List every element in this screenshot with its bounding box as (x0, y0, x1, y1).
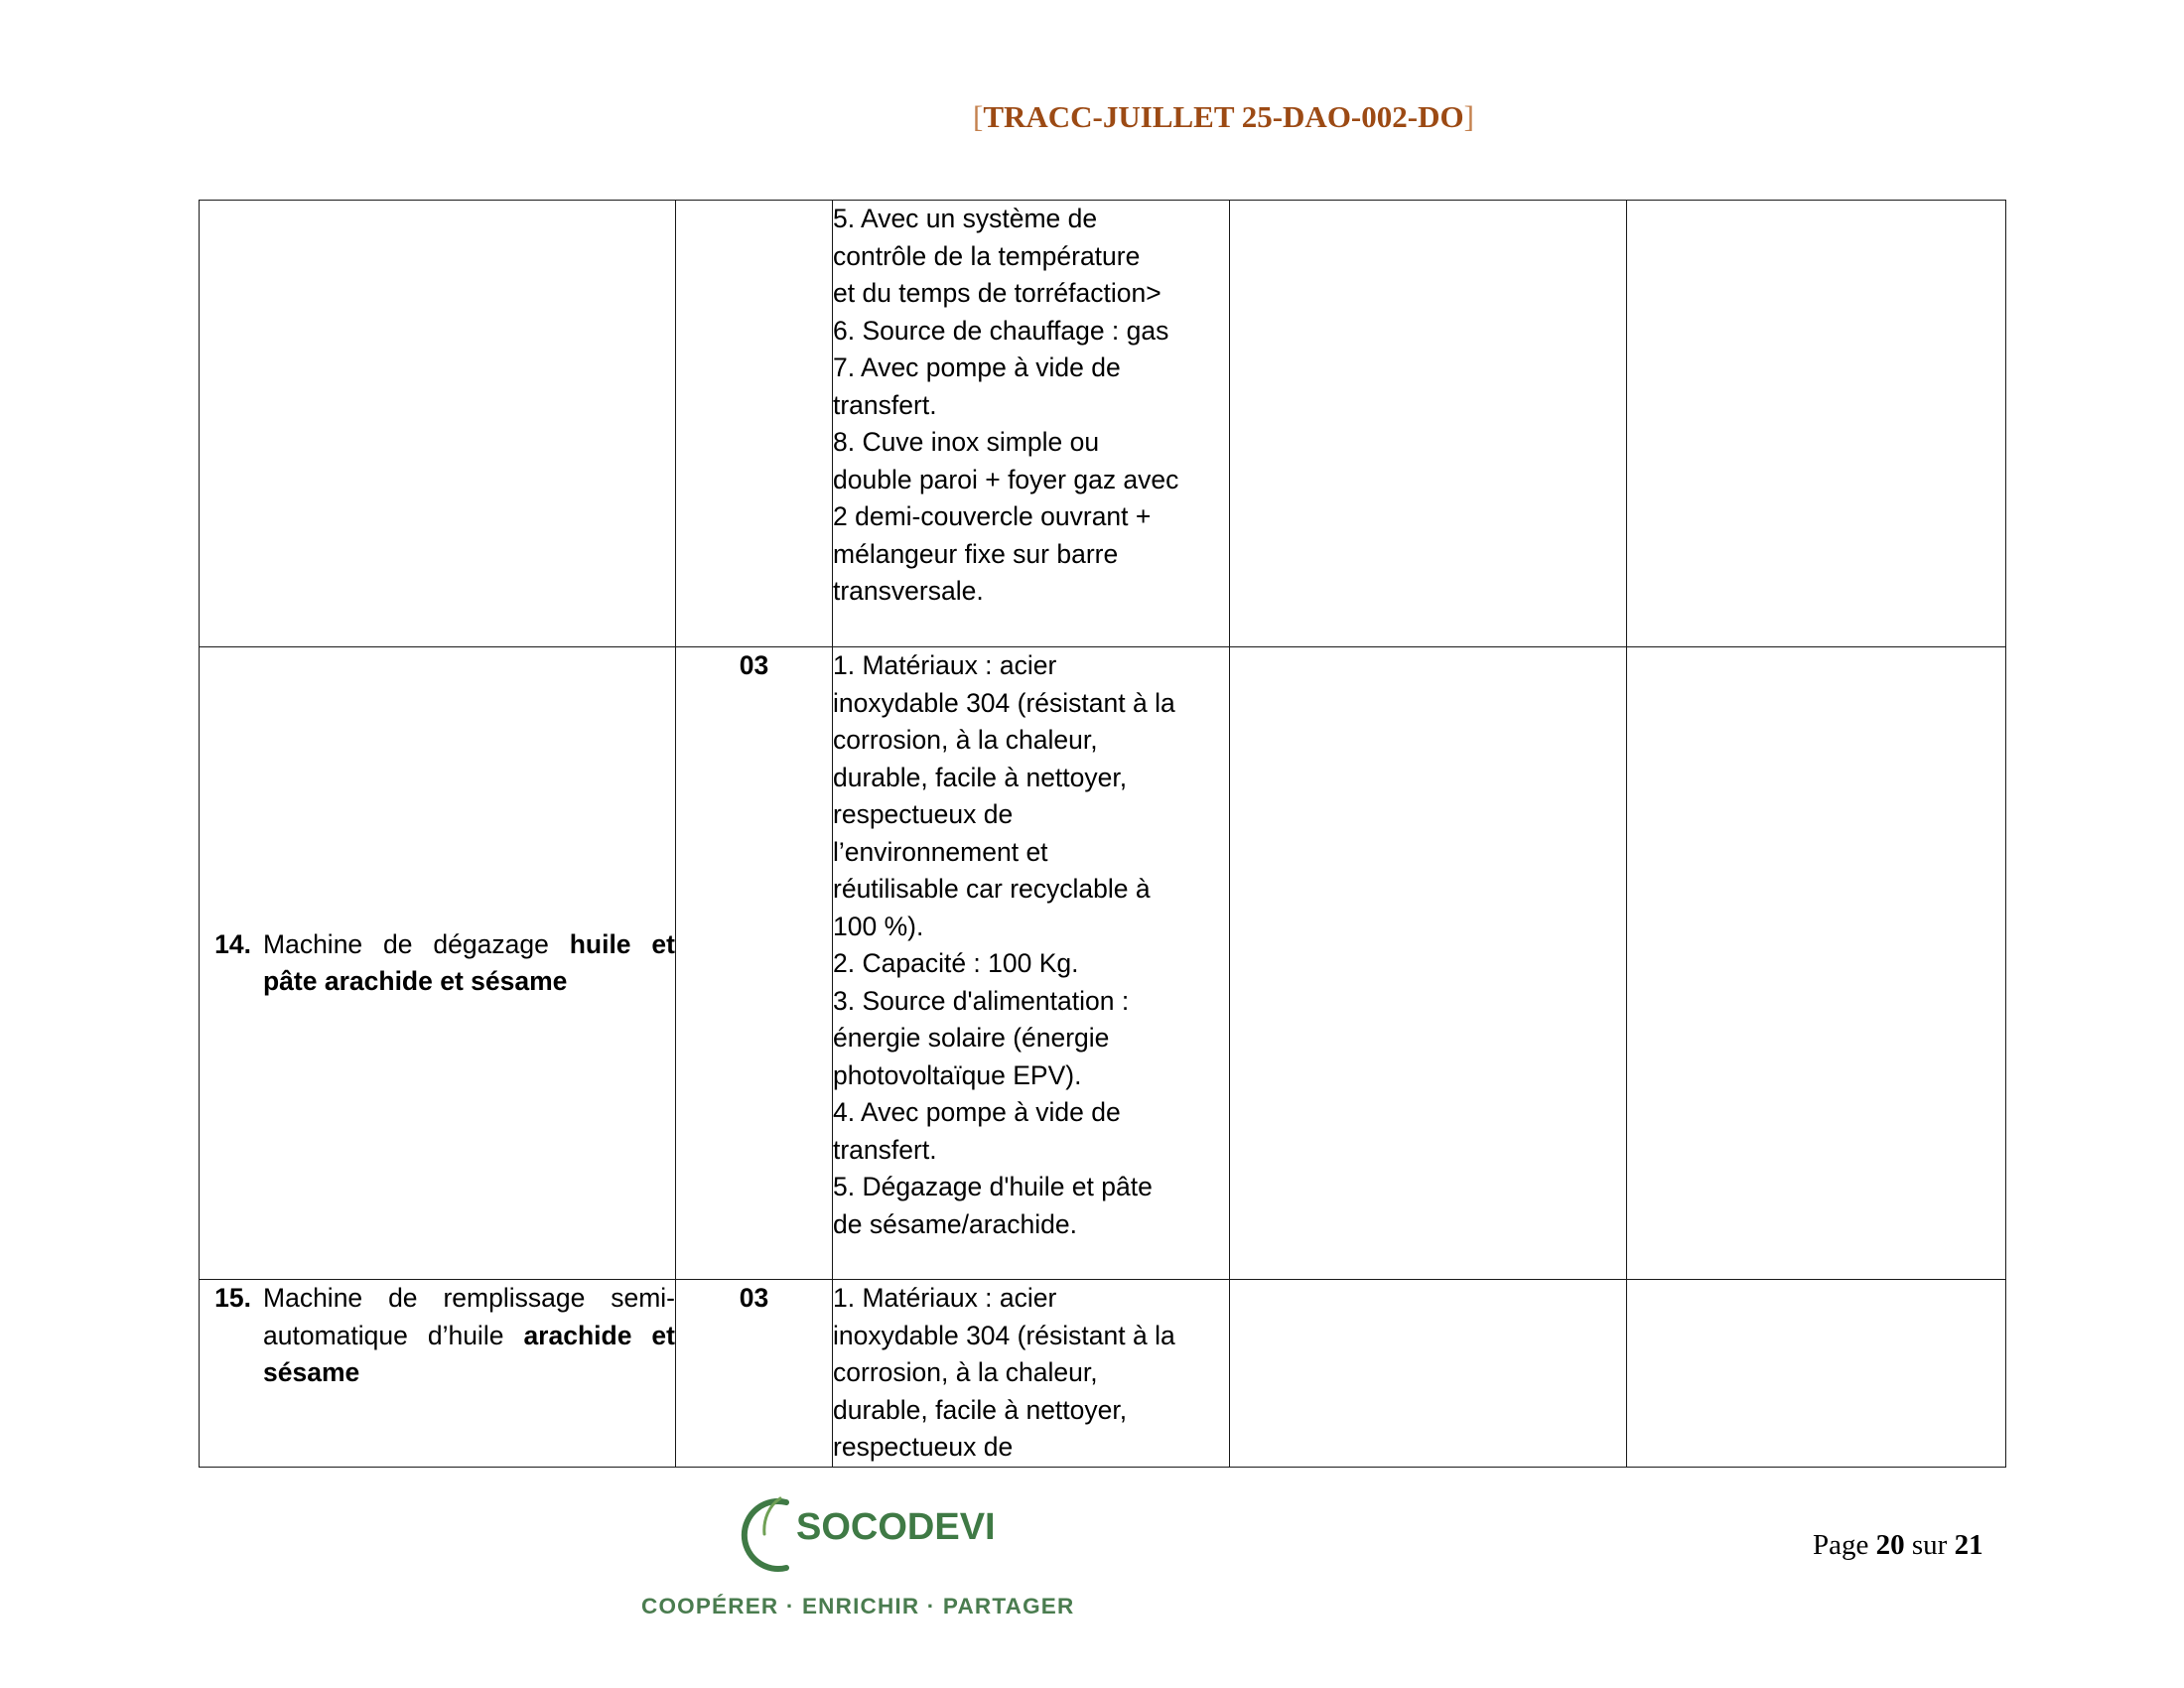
bracket-close: ] (1463, 99, 1474, 134)
spec-line: corrosion, à la chaleur, (833, 725, 1098, 755)
spec-line: double paroi + foyer gaz avec (833, 464, 1179, 494)
item-name-cell (200, 201, 676, 647)
spec-line: 7. Avec pompe à vide de (833, 352, 1121, 382)
spec-line: l’environnement et (833, 836, 1048, 867)
spec-line: réutilisable car recyclable à (833, 874, 1151, 904)
spec-line: 5. Avec un système de (833, 204, 1098, 233)
logo-text: SOCODEVI (796, 1506, 996, 1548)
spec-line: 8. Cuve inox simple ou (833, 427, 1100, 457)
table-row (200, 647, 2006, 1280)
spec-line: transversale. (833, 576, 984, 606)
spec-line: et du temps de torréfaction> (833, 278, 1161, 308)
spec-line: énergie solaire (énergie (833, 1023, 1110, 1053)
item-name (263, 926, 675, 1001)
spec-line: corrosion, à la chaleur, (833, 1357, 1098, 1387)
specification-cell (833, 201, 1230, 647)
table-row (200, 1280, 2006, 1468)
item-name-cell (200, 1280, 676, 1468)
empty-cell (1627, 201, 2006, 647)
empty-cell (1230, 201, 1627, 647)
spec-line: respectueux de (833, 799, 1014, 829)
spec-line: transfert. (833, 1134, 937, 1165)
spec-line: 1. Matériaux : acier (833, 1283, 1057, 1313)
specification-cell (833, 1280, 1230, 1468)
spec-line: contrôle de la température (833, 240, 1141, 271)
item-name-plain: Machine de dégazage (263, 928, 570, 959)
bracket-open: [ (973, 99, 984, 134)
spec-line: 5. Dégazage d'huile et pâte (833, 1172, 1153, 1201)
item-name-cell (200, 647, 676, 1280)
item-number: 14. (214, 928, 251, 959)
spec-line: 4. Avec pompe à vide de (833, 1097, 1121, 1127)
spec-line: photovoltaïque EPV). (833, 1059, 1082, 1090)
page-separator: sur (1904, 1529, 1955, 1561)
quantity-cell: 03 (676, 1280, 833, 1468)
spec-line: transfert. (833, 389, 937, 420)
item-name-bold: arachide et sésame (263, 1320, 675, 1387)
empty-cell (1627, 647, 2006, 1280)
page-prefix: Page (1813, 1529, 1876, 1561)
item-name (263, 1280, 675, 1392)
spec-line: mélangeur fixe sur barre (833, 538, 1119, 569)
spec-line: 3. Source d'alimentation : (833, 985, 1130, 1016)
specification-cell (833, 647, 1230, 1280)
spec-line: durable, facile à nettoyer, (833, 1394, 1128, 1425)
spec-line: 1. Matériaux : acier (833, 650, 1057, 680)
spec-line: inoxydable 304 (résistant à la (833, 1320, 1175, 1350)
page-total: 21 (1954, 1529, 1983, 1561)
quantity-cell (676, 201, 833, 647)
quantity-cell: 03 (676, 647, 833, 1280)
page-number (1813, 1529, 1983, 1562)
spec-line: 100 %). (833, 911, 924, 941)
spec-line: 2. Capacité : 100 Kg. (833, 948, 1079, 978)
spec-line: 6. Source de chauffage : gas (833, 315, 1169, 346)
spec-line: respectueux de (833, 1432, 1014, 1462)
spec-line: de sésame/arachide. (833, 1208, 1078, 1239)
spec-line: 2 demi-couvercle ouvrant + (833, 501, 1152, 531)
specification-table (199, 200, 2006, 1468)
tagline: COOPÉRER · ENRICHIR · PARTAGER (641, 1594, 1075, 1618)
empty-cell (1230, 1280, 1627, 1468)
document-reference (973, 99, 1509, 135)
table-row (200, 201, 2006, 647)
item-name-plain: Machine de remplissage semi-automatique d’huile (263, 1283, 675, 1350)
spec-line: inoxydable 304 (résistant à la (833, 687, 1175, 718)
spec-line: durable, facile à nettoyer, (833, 762, 1128, 792)
page-current: 20 (1875, 1529, 1905, 1561)
item-name-bold: huile et pâte arachide et sésame (263, 928, 675, 996)
empty-cell (1627, 1280, 2006, 1468)
empty-cell (1230, 647, 1627, 1280)
item-number: 15. (214, 1283, 251, 1313)
reference-code: TRACC-JUILLET 25-DAO-002-DO (983, 99, 1464, 134)
